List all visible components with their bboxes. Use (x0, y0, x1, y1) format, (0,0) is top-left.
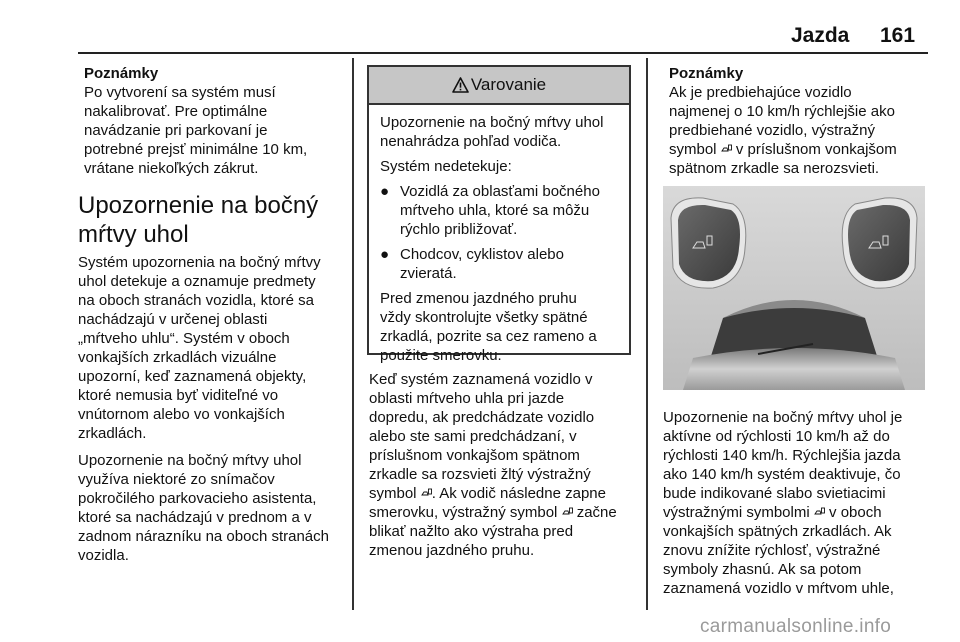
warning-p3 (380, 289, 619, 365)
text-line: zadnom nárazníku na oboch stranách (78, 528, 329, 545)
text-line: Vozidlá za oblasťami bočného (400, 183, 600, 200)
text-fragment: smerovku, výstražný symbol (369, 504, 562, 521)
text-line: Keď systém zaznamená vozidlo v (369, 371, 593, 388)
text-line: Pred zmenou jazdného pruhu (380, 290, 577, 307)
text-line: nachádzajú v určenej oblasti (78, 311, 268, 328)
text-line (369, 503, 639, 522)
right-note (669, 64, 934, 178)
text-line: ktoré sa nachádzajú v prednom a v (78, 509, 312, 526)
text-line: zrkadle sa rozsvieti žltý výstražný (369, 466, 591, 483)
warning-box (367, 65, 631, 364)
text-line: na oboch stranách vozidla, ktoré sa (78, 292, 314, 309)
left-note-heading: Poznámky (84, 65, 159, 82)
text-line: rýchlo približovať. (400, 221, 518, 238)
mirrors-car-illustration (663, 186, 925, 390)
text-fragment: výstražnými symbolmi (663, 504, 814, 521)
text-fragment: symbol (669, 141, 721, 158)
text-line: vozidla. (78, 547, 129, 564)
text-line: Upozornenie na bočný mŕtvy uhol (78, 452, 302, 469)
left-note (78, 64, 348, 178)
sensor-paragraph (78, 451, 348, 565)
text-line: bude indikované slabo svietiacimi (663, 485, 886, 502)
text-line: vonkajších zrkadlách vizuálne (78, 349, 277, 366)
text-line: Upozornenie na bočný mŕtvy uhol je (663, 409, 903, 426)
left-mirror-glass (678, 205, 740, 281)
bullet-text (400, 182, 600, 239)
text-line (663, 503, 933, 522)
text-line: zvieratá. (400, 265, 457, 282)
text-line: vonkajších spätných zrkadlách. Ak (663, 523, 892, 540)
text-line: ako 140 km/h systém deaktivuje, čo (663, 466, 901, 483)
text-line (369, 484, 639, 503)
left-note-line: navádzanie pri parkovaní je (84, 122, 268, 139)
text-line: spätnom zrkadle sa nerozsvieti. (669, 160, 880, 177)
left-column (78, 64, 348, 565)
blind-spot-warning-icon (814, 507, 825, 516)
text-line: vždy skontrolujte všetky spätné (380, 309, 588, 326)
bullet-dot: ● (380, 183, 390, 200)
text-line: Chodcov, cyklistov alebo (400, 246, 564, 263)
intro-paragraph (78, 253, 348, 443)
text-line: blikať nažlto ako výstraha pred (369, 523, 574, 540)
text-fragment: symbol (369, 485, 421, 502)
text-fragment: v oboch (824, 504, 882, 521)
right-note-heading: Poznámky (669, 65, 744, 82)
text-line: Systém upozornenia na bočný mŕtvy (78, 254, 321, 271)
text-line: upozorní, keď zaznamená objekty, (78, 368, 307, 385)
column-divider-right (646, 58, 648, 610)
warning-header (369, 67, 629, 105)
warning-bullet (380, 245, 619, 283)
bullet-text (400, 245, 564, 283)
text-line: predbiehané vozidlo, výstražný (669, 122, 875, 139)
text-line: alebo ste sami predchádzaní, v (369, 428, 577, 445)
warning-triangle-icon (452, 77, 469, 93)
left-note-line: nakalibrovať. Pre optimálne (84, 103, 268, 120)
text-line: zrkadlách. (78, 425, 147, 442)
left-note-line: Po vytvorení sa systém musí (84, 84, 276, 101)
section-title (78, 191, 348, 249)
text-fragment: . Ak vodič následne zapne (431, 485, 606, 502)
text-line: zrkadlá, pozrite sa cez rameno a (380, 328, 597, 345)
text-line: pokročilého parkovacieho asistenta, (78, 490, 317, 507)
text-line: použite smerovku. (380, 347, 502, 364)
warning-p2: Systém nedetekuje: (380, 158, 512, 175)
text-line: príslušnom vonkajšom spätnom (369, 447, 580, 464)
header-title: Jazda (791, 24, 850, 47)
text-line: vnútornom alebo vo vonkajších (78, 406, 285, 423)
text-line: najmenej o 10 km/h rýchlejšie ako (669, 103, 895, 120)
text-line: Upozornenie na bočný mŕtvy uhol (380, 114, 604, 131)
car-body (683, 348, 905, 390)
text-line: Ak je predbiehajúce vozidlo (669, 84, 852, 101)
text-fragment: začne (572, 504, 617, 521)
blind-spot-warning-icon (421, 488, 432, 497)
right-paragraph (663, 408, 933, 598)
text-line: zmenou jazdného pruhu. (369, 542, 535, 559)
blind-spot-warning-icon (721, 144, 732, 153)
page-number: 161 (880, 24, 916, 47)
middle-paragraph (369, 370, 639, 560)
text-line: zaznamená vozidlo v mŕtvom uhle, (663, 580, 894, 597)
blind-spot-warning-icon (562, 507, 573, 516)
text-line: dopredu, ak predchádzate vozidlo (369, 409, 595, 426)
column-divider-left (352, 58, 354, 610)
bullet-dot: ● (380, 246, 390, 263)
warning-p1 (380, 113, 619, 151)
text-line: nenahrádza pohľad vodiča. (380, 133, 562, 150)
text-line: ktoré nemusia byť viditeľné vo (78, 387, 279, 404)
text-line: rýchlosti 140 km/h. Rýchlejšia jazda (663, 447, 901, 464)
text-line (669, 140, 934, 159)
text-line: mŕtveho uhla, ktoré sa môžu (400, 202, 590, 219)
warning-heading: Varovanie (470, 75, 547, 94)
warning-bullet (380, 182, 619, 239)
left-note-line: potrebné prejsť minimálne 10 km, (84, 141, 308, 158)
section-title-line: mŕtvy uhol (78, 221, 189, 248)
text-fragment: v príslušnom vonkajšom (731, 141, 897, 158)
text-line: symboly zhasnú. Ak sa potom (663, 561, 862, 578)
header-rule (78, 52, 928, 54)
text-line: „mŕtveho uhlu“. Systém v oboch (78, 330, 290, 347)
watermark: carmanualsonline.info (700, 616, 892, 637)
text-line: oblasti mŕtveho uhla pri jazde (369, 390, 565, 407)
text-line: uhol detekuje a oznamuje predmety (78, 273, 316, 290)
text-line: aktívne od rýchlosti 10 km/h až do (663, 428, 890, 445)
text-line: znovu znížite rýchlosť, výstražné (663, 542, 881, 559)
warning-body (369, 105, 629, 365)
left-note-line: vrátane niekoľkých zákrut. (84, 160, 259, 177)
section-title-line: Upozornenie na bočný (78, 192, 319, 219)
text-line: využíva niektoré zo snímačov (78, 471, 275, 488)
